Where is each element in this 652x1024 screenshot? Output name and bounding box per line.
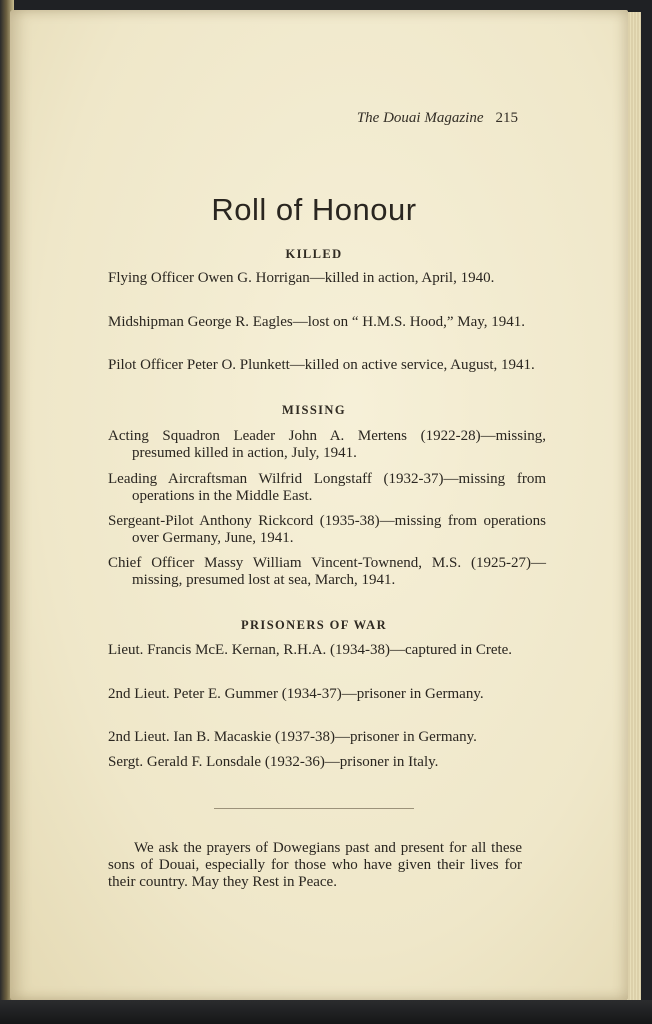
list-item: Acting Squadron Leader John A. Mertens (1922-28)—missing, presumed killed in action, July, 1941. — [108, 428, 546, 461]
list-item: Leading Aircraftsman Wilfrid Longstaff (1932-37)—missing from operations in the Middle East. — [108, 471, 546, 504]
section-heading-prisoners: PRISONERS OF WAR — [240, 618, 388, 632]
list-item: 2nd Lieut. Peter E. Gummer (1934-37)—prisoner in Germany. — [108, 686, 484, 702]
list-item: Midshipman George R. Eagles—lost on “ H.M.S. Hood,” May, 1941. — [108, 314, 526, 330]
magazine-page — [10, 10, 628, 1000]
page-title: Roll of Honour — [211, 192, 417, 227]
running-head — [10, 110, 518, 127]
book-cover-bottom — [0, 1000, 652, 1024]
list-item: Sergeant-Pilot Anthony Rickcord (1935-38)—missing from operations over Germany, June, 1941. — [108, 513, 546, 546]
divider-rule — [214, 808, 414, 809]
list-item: Chief Officer Massy William Vincent-Townend, M.S. (1925-27)—missing, presumed lost at sea, March, 1941. — [108, 555, 546, 588]
list-item: Lieut. Francis McE. Kernan, R.H.A. (1934-38)—captured in Crete. — [108, 642, 513, 658]
page-number: 215 — [495, 110, 518, 126]
list-item: Flying Officer Owen G. Horrigan—killed in action, April, 1940. — [108, 270, 495, 286]
closing-prayer: We ask the prayers of Dowegians past and present for all these sons of Douai, especially for those who have given their lives for their country. May they Rest in Peace. — [108, 840, 522, 890]
list-item: Sergt. Gerald F. Lonsdale (1932-36)—prisoner in Italy. — [108, 754, 439, 770]
section-heading-missing: MISSING — [282, 403, 346, 417]
magazine-title: The Douai Magazine — [356, 110, 484, 126]
page-content — [10, 10, 628, 1000]
list-item: 2nd Lieut. Ian B. Macaskie (1937-38)—prisoner in Germany. — [108, 729, 477, 745]
section-heading-killed: KILLED — [285, 247, 343, 261]
page-stack-edge — [626, 12, 641, 1000]
list-item: Pilot Officer Peter O. Plunkett—killed on active service, August, 1941. — [108, 357, 535, 373]
